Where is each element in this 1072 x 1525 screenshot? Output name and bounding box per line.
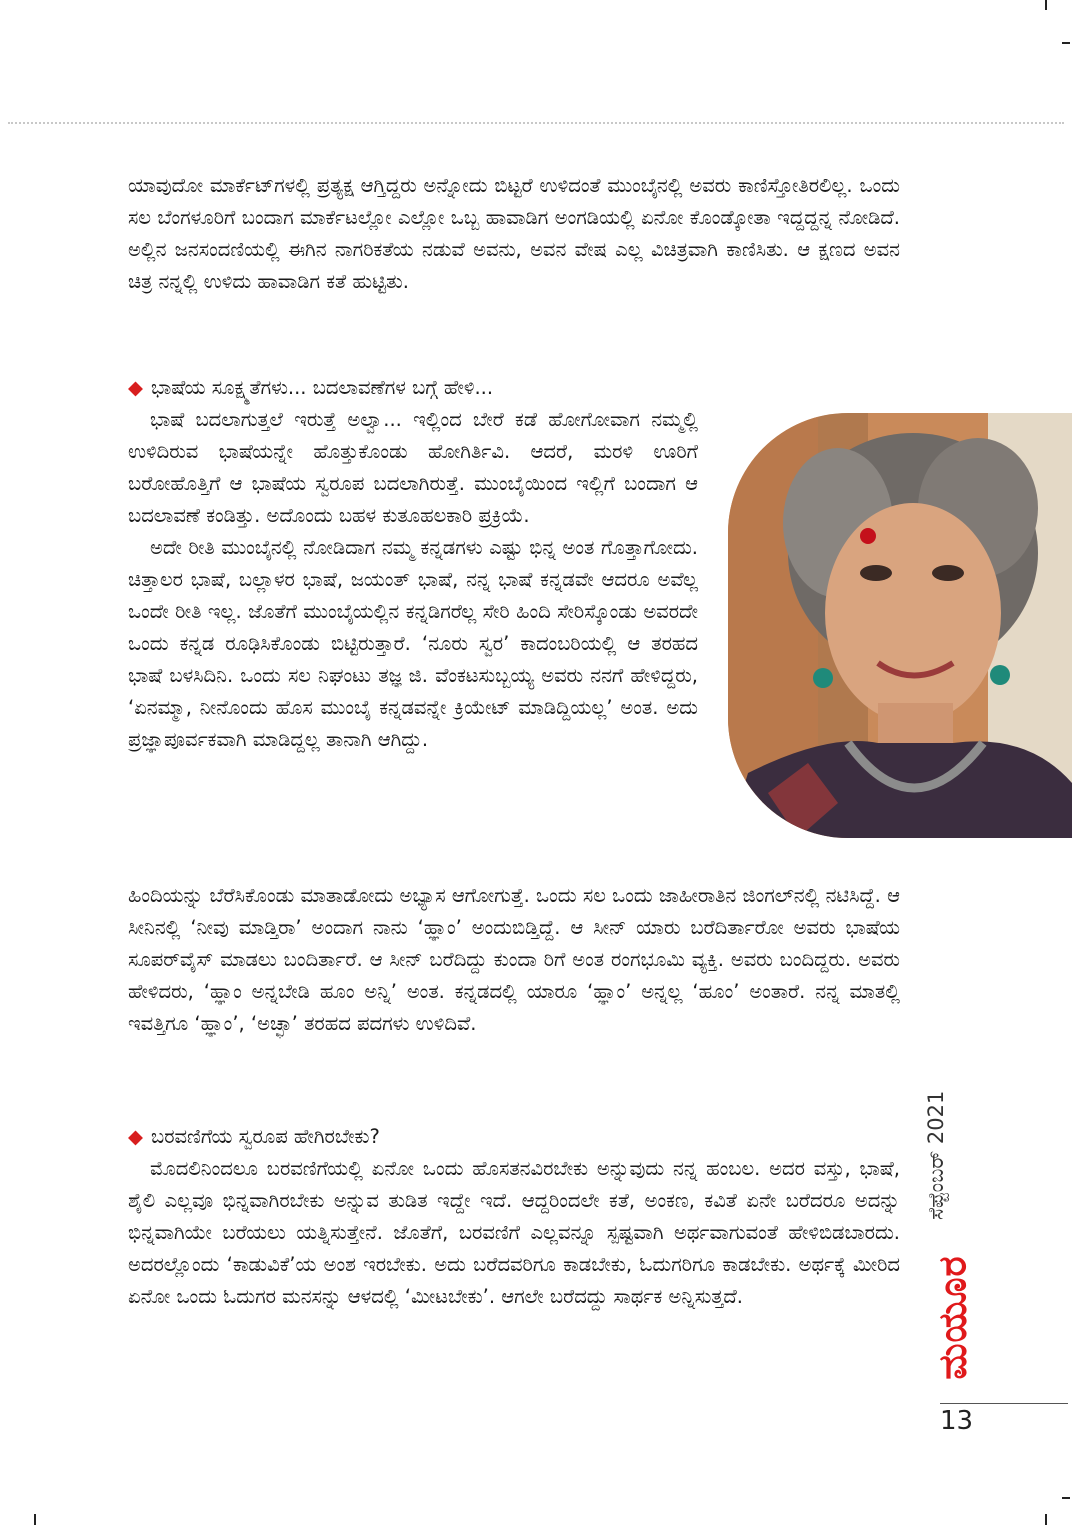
answer-2-paragraph-1: ಮೊದಲಿನಿಂದಲೂ ಬರವಣಿಗೆಯಲ್ಲಿ ಏನೋ ಒಂದು ಹೊಸತನವಿರಬೇಕು ಅನ್ನುವುದು ನನ್ನ ಹಂಬಲ. ಅದರ ವಸ್ತು, ಭಾಷೆ, ಶೈಲಿ ಎಲ್ಲವೂ ಭಿನ್ನವಾಗಿರಬೇಕು ಅನ್ನುವ ತುಡಿತ ಇದ್ದೇ ಇದೆ. ಆದ್ದರಿಂದಲೇ ಕತೆ, ಅಂಕಣ, ಕವಿತೆ ಏನೇ ಬರೆದರೂ ಅದನ್ನು ಭಿನ್ನವಾಗಿಯೇ ಬರೆಯಲು ಯತ್ನಿಸುತ್ತೇನೆ. ಜೊತೆಗೆ, ಬರವಣಿಗೆ ಎಲ್ಲವನ್ನೂ ಸ್ಪಷ್ಟವಾಗಿ ಅರ್ಥವಾಗುವಂತೆ ಹೇಳಿಬಿಡಬಾರದು. ಅದರಲ್ಲೊಂದು ‘ಕಾಡುವಿಕೆ’ಯ ಅಂಶ ಇರಬೇಕು. ಅದು ಬರೆದವರಿಗೂ ಕಾಡಬೇಕು, ಓದುಗರಿಗೂ ಕಾಡಬೇಕು. ಅರ್ಥಕ್ಕೆ ಮೀರಿದ ಏನೋ ಒಂದು ಓದುಗರ ಮನಸನ್ನು ಆಳದಲ್ಲಿ ‘ಮೀಟಬೇಕು’. ಆಗಲೇ ಬರೆದದ್ದು ಸಾರ್ಥಕ ಅನ್ನಿಸುತ್ತದೆ. bbox=[128, 1157, 900, 1308]
crop-mark-left-bottom bbox=[34, 1514, 36, 1525]
answer-1-continued bbox=[128, 880, 900, 1040]
question-2-text: ಬರವಣಿಗೆಯ ಸ್ವರೂಪ ಹೇಗಿರಬೇಕು? bbox=[151, 1125, 380, 1148]
crop-mark-bottom bbox=[1045, 1514, 1047, 1525]
header-dotted-rule bbox=[8, 122, 1064, 124]
masthead-text: ಮಯೂರ bbox=[930, 1254, 975, 1380]
crop-mark-right-bottom bbox=[1062, 1497, 1070, 1499]
masthead-logo bbox=[930, 1232, 975, 1402]
portrait-illustration bbox=[728, 413, 1072, 838]
crop-mark-top bbox=[1045, 0, 1047, 10]
answer-1-column bbox=[128, 404, 698, 756]
answer-1-paragraph-2: ಅದೇ ರೀತಿ ಮುಂಬೈನಲ್ಲಿ ನೋಡಿದಾಗ ನಮ್ಮ ಕನ್ನಡಗಳು ಎಷ್ಟು ಭಿನ್ನ ಅಂತ ಗೊತ್ತಾಗೋದು. ಚಿತ್ತಾಲರ ಭಾಷೆ, ಬಲ್ಲಾಳರ ಭಾಷೆ, ಜಯಂತ್ ಭಾಷೆ, ನನ್ನ ಭಾಷೆ ಕನ್ನಡವೇ ಆದರೂ ಅವೆಲ್ಲ ಒಂದೇ ರೀತಿ ಇಲ್ಲ. ಜೊತೆಗೆ ಮುಂಬೈಯಲ್ಲಿನ ಕನ್ನಡಿಗರೆಲ್ಲ ಸೇರಿ ಹಿಂದಿ ಸೇರಿಸ್ಕೊಂಡು ಅವರದೇ ಒಂದು ಕನ್ನಡ ರೂಢಿಸಿಕೊಂಡು ಬಿಟ್ಟಿರುತ್ತಾರೆ. ‘ನೂರು ಸ್ವರ’ ಕಾದಂಬರಿಯಲ್ಲಿ ಆ ತರಹದ ಭಾಷೆ ಬಳಸಿದಿನಿ. ಒಂದು ಸಲ ನಿಘಂಟು ತಜ್ಞ ಜಿ. ವೆಂಕಟಸುಬ್ಬಯ್ಯ ಅವರು ನನಗೆ ಹೇಳಿದ್ದರು, ‘ಏನಮ್ಮಾ, ನೀನೊಂದು ಹೊಸ ಮುಂಬೈ ಕನ್ನಡವನ್ನೇ ಕ್ರಿಯೇಟ್ ಮಾಡಿದ್ದಿಯಲ್ಲ’ ಅಂತ. ಅದು ಪ್ರಜ್ಞಾಪೂರ್ವಕವಾಗಿ ಮಾಡಿದ್ದಲ್ಲ ತಾನಾಗಿ ಆಗಿದ್ದು. bbox=[128, 536, 698, 751]
crop-mark-right-top bbox=[1062, 42, 1070, 44]
diamond-icon: ◆ bbox=[128, 1125, 143, 1148]
diamond-icon: ◆ bbox=[128, 376, 143, 399]
intro-paragraph bbox=[128, 170, 900, 298]
issue-date: ಸೆಪ್ಟೆಂಬರ್ 2021 bbox=[924, 1090, 948, 1220]
question-1 bbox=[128, 373, 493, 403]
answer-2 bbox=[128, 1153, 900, 1313]
page-number: 13 bbox=[940, 1406, 974, 1436]
question-1-text: ಭಾಷೆಯ ಸೂಕ್ಷ್ಮತೆಗಳು... ಬದಲಾವಣೆಗಳ ಬಗ್ಗೆ ಹೇಳಿ... bbox=[151, 376, 494, 399]
intro-text: ಯಾವುದೋ ಮಾರ್ಕೆಟ್‌ಗಳಲ್ಲಿ ಪ್ರತ್ಯಕ್ಷ ಆಗ್ತಿದ್ದರು ಅನ್ನೋದು ಬಿಟ್ಟರೆ ಉಳಿದಂತೆ ಮುಂಬೈನಲ್ಲಿ ಅವರು ಕಾಣಿಸ್ತೋತಿರಲಿಲ್ಲ. ಒಂದು ಸಲ ಬೆಂಗಳೂರಿಗೆ ಬಂದಾಗ ಮಾರ್ಕೆಟಲ್ಲೋ ಎಲ್ಲೋ ಒಬ್ಬ ಹಾವಾಡಿಗ ಅಂಗಡಿಯಲ್ಲಿ ಏನೋ ಕೊಂಡ್ಕೋತಾ ಇದ್ದದ್ದನ್ನ ನೋಡಿದೆ. ಅಲ್ಲಿನ ಜನಸಂದಣಿಯಲ್ಲಿ ಈಗಿನ ನಾಗರಿಕತೆಯ ನಡುವೆ ಅವನು, ಅವನ ವೇಷ ಎಲ್ಲ ವಿಚಿತ್ರವಾಗಿ ಕಾಣಿಸಿತು. ಆ ಕ್ಷಣದ ಅವನ ಚಿತ್ರ ನನ್ನಲ್ಲಿ ಉಳಿದು ಹಾವಾಡಿಗ ಕತೆ ಹುಟ್ಟಿತು. bbox=[128, 174, 900, 293]
page-number-rule bbox=[940, 1403, 1068, 1404]
answer-1-paragraph-3: ಹಿಂದಿಯನ್ನು ಬೆರೆಸಿಕೊಂಡು ಮಾತಾಡೋದು ಅಭ್ಯಾಸ ಆಗೋಗುತ್ತೆ. ಒಂದು ಸಲ ಒಂದು ಜಾಹೀರಾತಿನ ಜಿಂಗಲ್‌ನಲ್ಲಿ ನಟಿಸಿದ್ದೆ. ಆ ಸೀನಿನಲ್ಲಿ ‘ನೀವು ಮಾಡ್ತಿರಾ’ ಅಂದಾಗ ನಾನು ‘ಹ್ಞಾಂ’ ಅಂದುಬಿಡ್ತಿದ್ದೆ. ಆ ಸೀನ್ ಯಾರು ಬರೆದಿರ್ತಾರೋ ಅವರು ಭಾಷೆಯ ಸೂಪರ್‌ವೈಸ್ ಮಾಡಲು ಬಂದಿರ್ತಾರೆ. ಆ ಸೀನ್ ಬರೆದಿದ್ದು ಕುಂದಾ ರಿಗೆ ಅಂತ ರಂಗಭೂಮಿ ವ್ಯಕ್ತಿ. ಅವರು ಬಂದಿದ್ದರು. ಅವರು ಹೇಳಿದರು, ‘ಹ್ಞಾಂ ಅನ್ನಬೇಡಿ ಹೂಂ ಅನ್ನಿ’ ಅಂತ. ಕನ್ನಡದಲ್ಲಿ ಯಾರೂ ‘ಹ್ಞಾಂ’ ಅನ್ನಲ್ಲ ‘ಹೂಂ’ ಅಂತಾರೆ. ನನ್ನ ಮಾತಲ್ಲಿ ಇವತ್ತಿಗೂ ‘ಹ್ಞಾಂ’, ‘ಅಚ್ಛಾ’ ತರಹದ ಪದಗಳು ಉಳಿದಿವೆ. bbox=[128, 884, 900, 1035]
author-portrait-photo bbox=[728, 413, 1072, 838]
question-2 bbox=[128, 1122, 380, 1152]
answer-1-paragraph-1: ಭಾಷೆ ಬದಲಾಗುತ್ತಲೆ ಇರುತ್ತೆ ಅಲ್ವಾ... ಇಲ್ಲಿಂದ ಬೇರೆ ಕಡೆ ಹೋಗೋವಾಗ ನಮ್ಮಲ್ಲಿ ಉಳಿದಿರುವ ಭಾಷೆಯನ್ನೇ ಹೊತ್ತುಕೊಂಡು ಹೋಗಿರ್ತಿವಿ. ಆದರೆ, ಮರಳಿ ಊರಿಗೆ ಬರೋಹೊತ್ತಿಗೆ ಆ ಭಾಷೆಯ ಸ್ವರೂಪ ಬದಲಾಗಿರುತ್ತೆ. ಮುಂಬೈಯಿಂದ ಇಲ್ಲಿಗೆ ಬಂದಾಗ ಆ ಬದಲಾವಣೆ ಕಂಡಿತ್ತು. ಅದೊಂದು ಬಹಳ ಕುತೂಹಲಕಾರಿ ಪ್ರಕ್ರಿಯೆ. bbox=[128, 408, 698, 527]
